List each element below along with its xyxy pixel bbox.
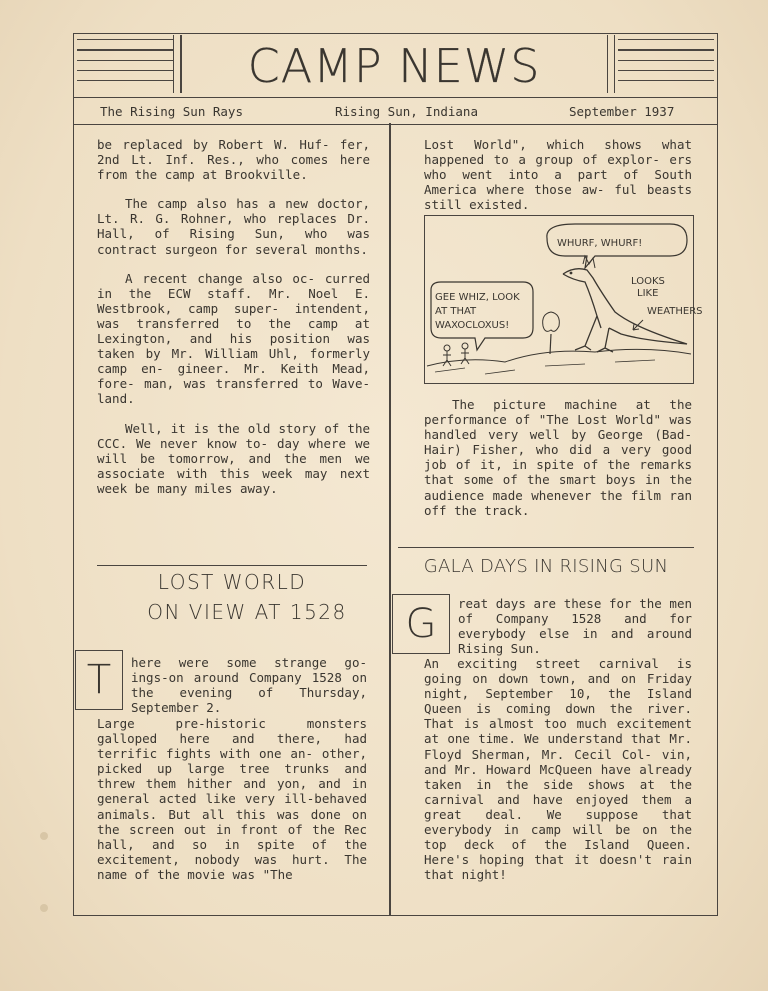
drop-cap-t: T: [75, 650, 123, 710]
punch-hole: [40, 832, 48, 840]
gala-lead: reat days are these for the men of Company 1528 and for everybody else in and around Rising Sun.: [458, 596, 692, 657]
dinosaur-cartoon: [424, 215, 703, 384]
publication-place: Rising Sun, Indiana: [335, 104, 478, 119]
paragraph: Lost World", which shows what happened to a group of explor- ers who went into a part of South America where those aw- ful beasts still existed.: [424, 137, 692, 213]
publication-name: The Rising Sun Rays: [100, 104, 243, 119]
right-column-story: [424, 137, 692, 226]
headline-rule: [398, 547, 694, 548]
lost-world-headline-2: ON VIEW AT 1528: [147, 600, 347, 624]
masthead-rules-right: [618, 39, 714, 91]
masthead: [73, 33, 718, 97]
right-column-paragraph-2: [424, 397, 692, 532]
column-divider: [389, 123, 391, 915]
dino-speech: WHURF, WHURF!: [557, 238, 643, 249]
paragraph: Well, it is the old story of the CCC. We never know to- day where we will be tomorrow, and the men we associate with this week may next week be many miles away.: [97, 420, 370, 496]
paragraph: The picture machine at the performance of "The Lost World" was handled very well by George (Bad-Hair) Fisher, who did a very good job of it, in spite of the remarks that some of the smart boys in the audience made whenever the film ran off the track.: [424, 397, 692, 518]
cartoon-note-2: LIKE: [637, 288, 659, 299]
headline-rule: [97, 565, 367, 566]
cartoon-note-3: WEATHERS: [647, 306, 703, 317]
lost-world-headline-1: LOST WORLD: [157, 570, 307, 594]
cartoon-note-1: LOOKS: [631, 276, 665, 287]
gala-headline: GALA DAYS IN RISING SUN: [423, 556, 669, 577]
page-title: CAMP NEWS: [247, 39, 541, 93]
people-speech-2: AT THAT: [435, 306, 477, 317]
publication-date: September 1937: [569, 104, 675, 119]
people-speech-1: GEE WHIZ, LOOK: [435, 292, 520, 303]
masthead-rules-left: [77, 39, 173, 91]
paragraph: The camp also has a new doctor, Lt. R. G. Rohner, who replaces Dr. Hall, of Rising Sun, who was contract surgeon for several months.: [97, 196, 370, 257]
punch-hole: [40, 904, 48, 912]
masthead-title-box: [173, 35, 615, 93]
paragraph: A recent change also oc- curred in the ECW staff. Mr. Noel E. Westbrook, camp super- intendent, was transferred to the camp at Lexington, and his position was taken by Mr. William Uhl, formerly camp en- gineer. Mr. Keith Mead, fore- man, was transferred to Wave- land.: [97, 270, 370, 407]
drop-cap-g: G: [392, 594, 450, 654]
people-speech-3: WAXOCLOXUS!: [435, 320, 510, 331]
gala-body: An exciting street carnival is going on down town, and on Friday night, September 10, the Island Queen is coming down the river. That is almost too much excitement at one time. We understand that Mr. Floyd Sherman, Mr. Cecil Col- vin, and Mr. Howard McQueen have already taken in the side shows at the carnival and have enjoyed them a great deal. We suppose that everybody in camp will be on the top deck of the Island Queen. Here's hoping that it doesn't rain that night!: [424, 656, 692, 883]
lost-world-lead: here were some strange go- ings-on around Company 1528 on the evening of Thursday, September 2.: [131, 655, 367, 716]
paragraph: be replaced by Robert W. Huf- fer, 2nd Lt. Inf. Res., who comes here from the camp at Brookville.: [97, 137, 370, 183]
cartoon-drawing: [425, 216, 703, 383]
lost-world-body: Large pre-historic monsters galloped here and there, had terrific fights with one an- other, picked up large tree trunks and threw them hither and yon, and in general acted like very ill-behaved animals. But all this was done on the screen out in front of the Rec hall, and so in spite of the excitement, nobody was hurt. The name of the movie was "The: [97, 716, 367, 882]
left-column-story: [97, 137, 370, 510]
masthead-info-line: [73, 97, 718, 125]
